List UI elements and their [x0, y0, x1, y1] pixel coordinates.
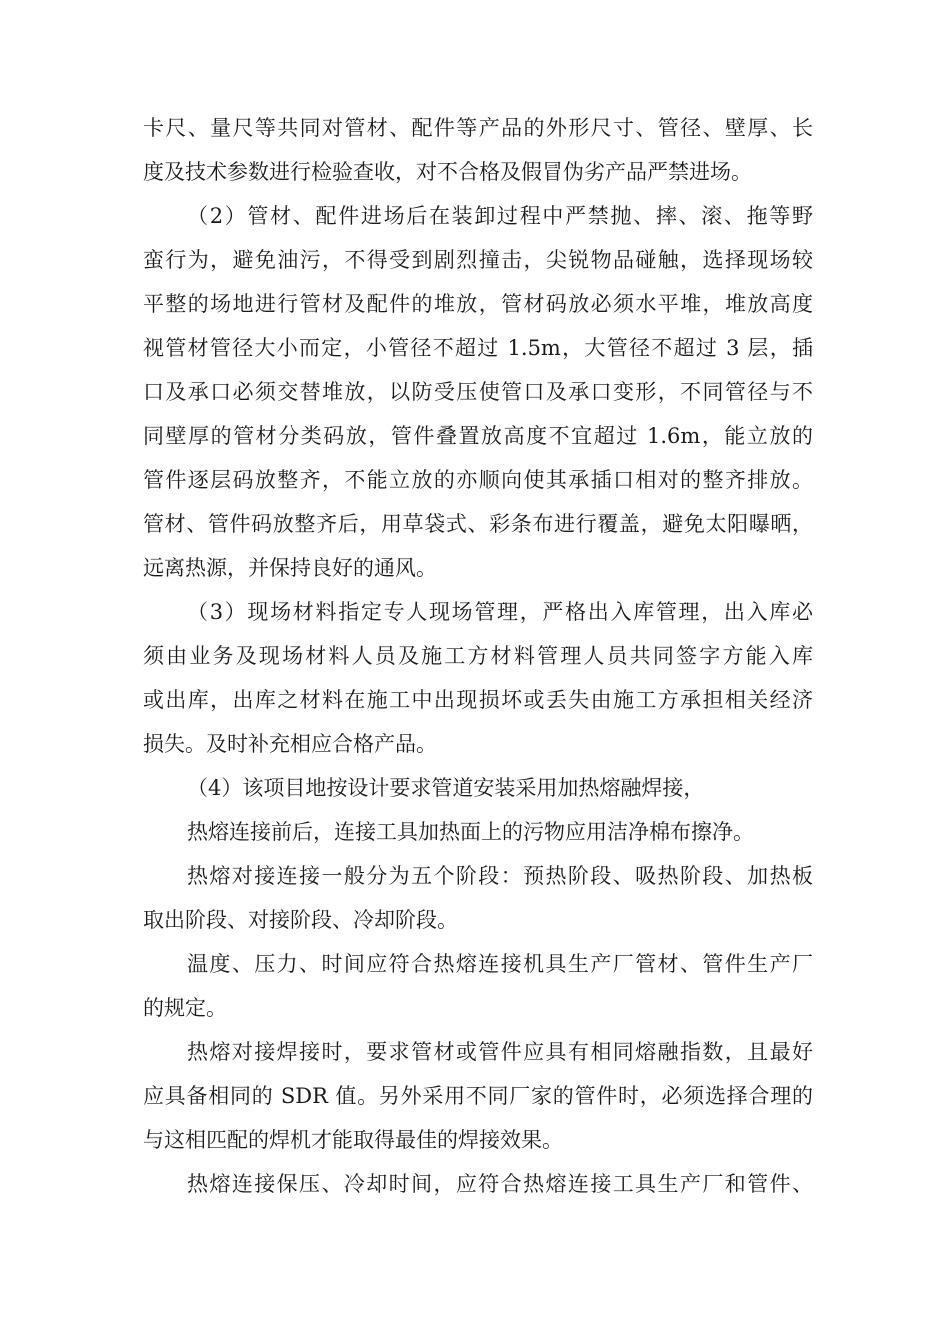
text-line: 热熔对接连接一般分为五个阶段：预热阶段、吸热阶段、加热板 — [187, 864, 813, 888]
text-line: 卡尺、量尺等共同对管材、配件等产品的外形尺寸、管径、壁厚、长 — [143, 116, 813, 140]
text-line: 热熔连接前后，连接工具加热面上的污物应用洁净棉布擦净。 — [187, 820, 754, 844]
text-line: 温度、压力、时间应符合热熔连接机具生产厂管材、管件生产厂 — [187, 952, 813, 976]
text-line: （3）现场材料指定专人现场管理，严格出入库管理，出入库必 — [187, 600, 813, 624]
text-line: 口及承口必须交替堆放，以防受压使管口及承口变形，不同管径与不 — [143, 380, 813, 404]
text-line: （4）该项目地按设计要求管道安装采用加热熔融焊接， — [187, 776, 705, 800]
text-line: 热熔连接保压、冷却时间，应符合热熔连接工具生产厂和管件、 — [187, 1172, 813, 1196]
text-line: 损失。及时补充相应合格产品。 — [143, 732, 437, 756]
text-line: 或出库，出库之材料在施工中出现损坏或丢失由施工方承担相关经济 — [143, 688, 813, 712]
text-line: 应具备相同的 SDR 值。另外采用不同厂家的管件时，必须选择合理的 — [143, 1084, 813, 1108]
text-line: 管件逐层码放整齐，不能立放的亦顺向使其承插口相对的整齐排放。 — [143, 468, 813, 492]
text-line: 远离热源，并保持良好的通风。 — [143, 556, 437, 580]
text-line: 度及技术参数进行检验查收，对不合格及假冒伪劣产品严禁进场。 — [143, 160, 752, 184]
text-line: 蛮行为，避免油污，不得受到剧烈撞击，尖锐物品碰触，选择现场较 — [143, 248, 813, 272]
text-line: 平整的场地进行管材及配件的堆放，管材码放必须水平堆，堆放高度 — [143, 292, 813, 316]
text-line: 须由业务及现场材料人员及施工方材料管理人员共同签字方能入库 — [143, 644, 813, 668]
text-line: 热熔对接焊接时，要求管材或管件应具有相同熔融指数，且最好 — [187, 1040, 813, 1064]
text-line: 同壁厚的管材分类码放，管件叠置放高度不宜超过 1.6m，能立放的 — [143, 424, 813, 448]
text-line: 的规定。 — [143, 996, 227, 1020]
text-line: 取出阶段、对接阶段、冷却阶段。 — [143, 908, 458, 932]
text-line: （2）管材、配件进场后在装卸过程中严禁抛、摔、滚、拖等野 — [187, 204, 813, 228]
text-line: 与这相匹配的焊机才能取得最佳的焊接效果。 — [143, 1128, 563, 1152]
text-line: 管材、管件码放整齐后，用草袋式、彩条布进行覆盖，避免太阳曝晒， — [143, 512, 813, 536]
text-line: 视管材管径大小而定，小管径不超过 1.5m，大管径不超过 3 层，插 — [143, 336, 813, 360]
